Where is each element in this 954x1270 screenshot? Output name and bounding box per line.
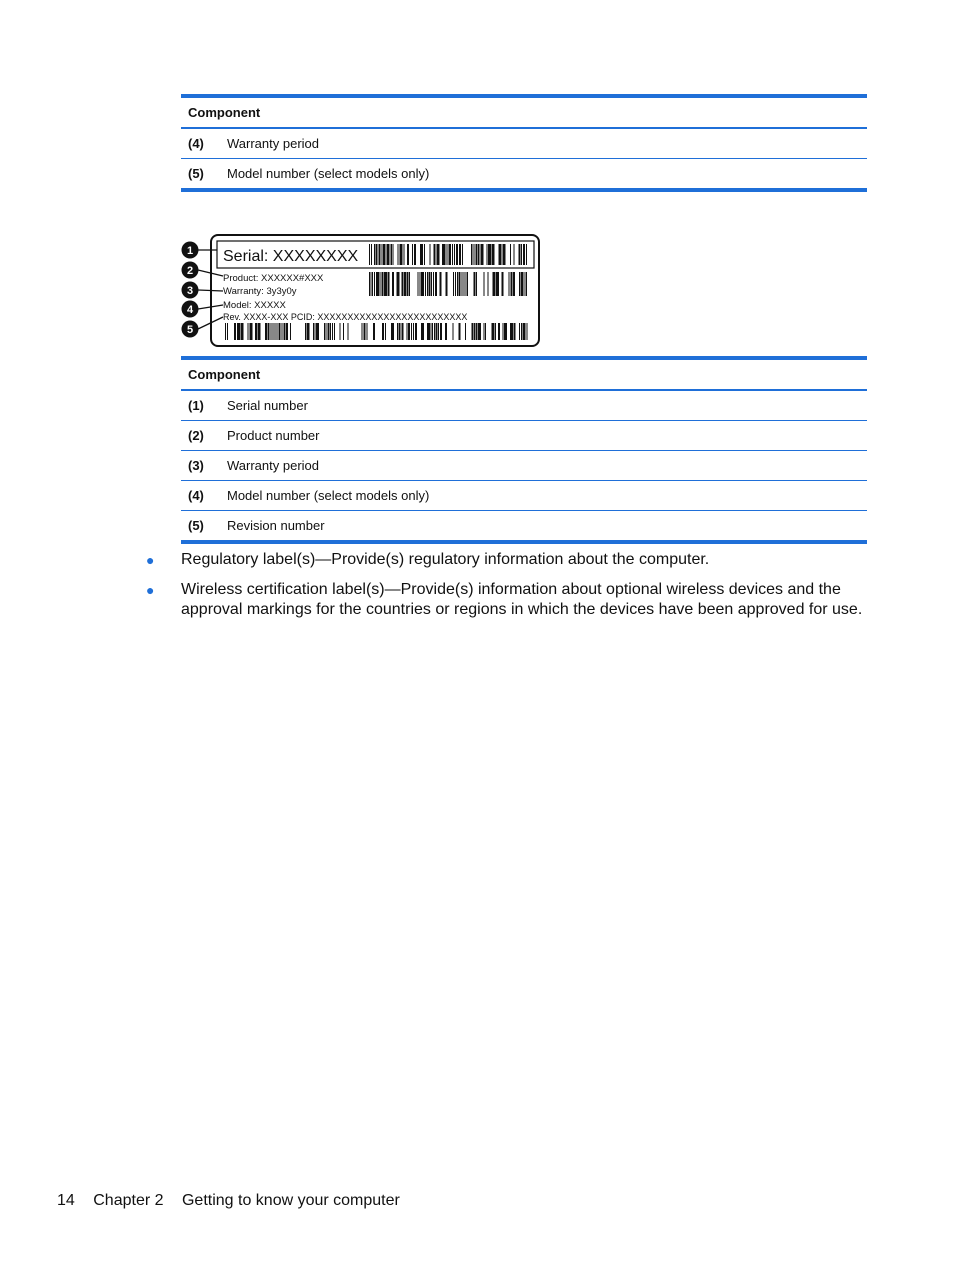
svg-text:5: 5 bbox=[186, 324, 194, 336]
bullet-icon: ● bbox=[146, 582, 155, 598]
row-label: Model number (select models only) bbox=[227, 166, 430, 181]
component-table-1 bbox=[181, 94, 867, 192]
table-row bbox=[181, 511, 867, 544]
table-row bbox=[181, 159, 867, 192]
row-number: (5) bbox=[188, 518, 204, 533]
row-number: (1) bbox=[188, 398, 204, 413]
svg-text:2: 2 bbox=[186, 265, 194, 277]
serial-text: Serial: XXXXXXXX bbox=[223, 248, 359, 265]
bullet-list bbox=[146, 550, 876, 630]
table-row bbox=[181, 421, 867, 451]
table-row bbox=[181, 129, 867, 159]
component-table-2 bbox=[181, 356, 867, 544]
row-label: Model number (select models only) bbox=[227, 488, 430, 503]
warranty-text: Warranty: 3y3y0y bbox=[223, 286, 297, 297]
row-label: Serial number bbox=[227, 398, 308, 413]
svg-text:4: 4 bbox=[186, 304, 194, 316]
page-number: 14 bbox=[57, 1192, 75, 1209]
list-item bbox=[146, 580, 876, 620]
row-label: Warranty period bbox=[227, 136, 319, 151]
rev-text: Rev. XXXX-XXX PCID: XXXXXXXXXXXXXXXXXXXXXXXXX bbox=[223, 312, 468, 322]
bullet-text: Regulatory label(s)—Provide(s) regulatory information about the computer. bbox=[181, 551, 710, 568]
svg-text:1: 1 bbox=[186, 245, 194, 257]
row-number: (3) bbox=[188, 458, 204, 473]
row-number: (2) bbox=[188, 428, 204, 443]
chapter-title: Getting to know your computer bbox=[181, 1192, 400, 1209]
row-label: Revision number bbox=[227, 518, 325, 533]
callout-5 bbox=[182, 321, 199, 338]
table-header: Component bbox=[181, 356, 867, 391]
row-label: Warranty period bbox=[227, 458, 319, 473]
callout-4 bbox=[182, 301, 199, 318]
bullet-icon: ● bbox=[146, 552, 155, 568]
row-label: Product number bbox=[227, 428, 320, 443]
row-number: (4) bbox=[188, 488, 204, 503]
row-number: (4) bbox=[188, 136, 204, 151]
callout-3 bbox=[182, 282, 199, 299]
serial-barcode bbox=[369, 244, 527, 265]
table-row bbox=[181, 391, 867, 421]
table-header: Component bbox=[181, 94, 867, 129]
bullet-text: Wireless certification label(s)—Provide(s) information about optional wireless devices and the approval markings for the countries or regions in which the devices have been approved for use. bbox=[181, 581, 863, 618]
callout-1 bbox=[182, 242, 199, 259]
list-item bbox=[146, 550, 876, 570]
table-row bbox=[181, 451, 867, 481]
product-text: Product: XXXXXX#XXX bbox=[223, 273, 324, 284]
page-footer bbox=[57, 1192, 414, 1210]
model-text: Model: XXXXX bbox=[223, 300, 286, 311]
chapter-label: Chapter 2 bbox=[93, 1192, 164, 1209]
service-label-figure bbox=[181, 233, 543, 349]
svg-text:3: 3 bbox=[186, 285, 194, 297]
callout-2 bbox=[182, 262, 199, 279]
table-row bbox=[181, 481, 867, 511]
row-number: (5) bbox=[188, 166, 204, 181]
